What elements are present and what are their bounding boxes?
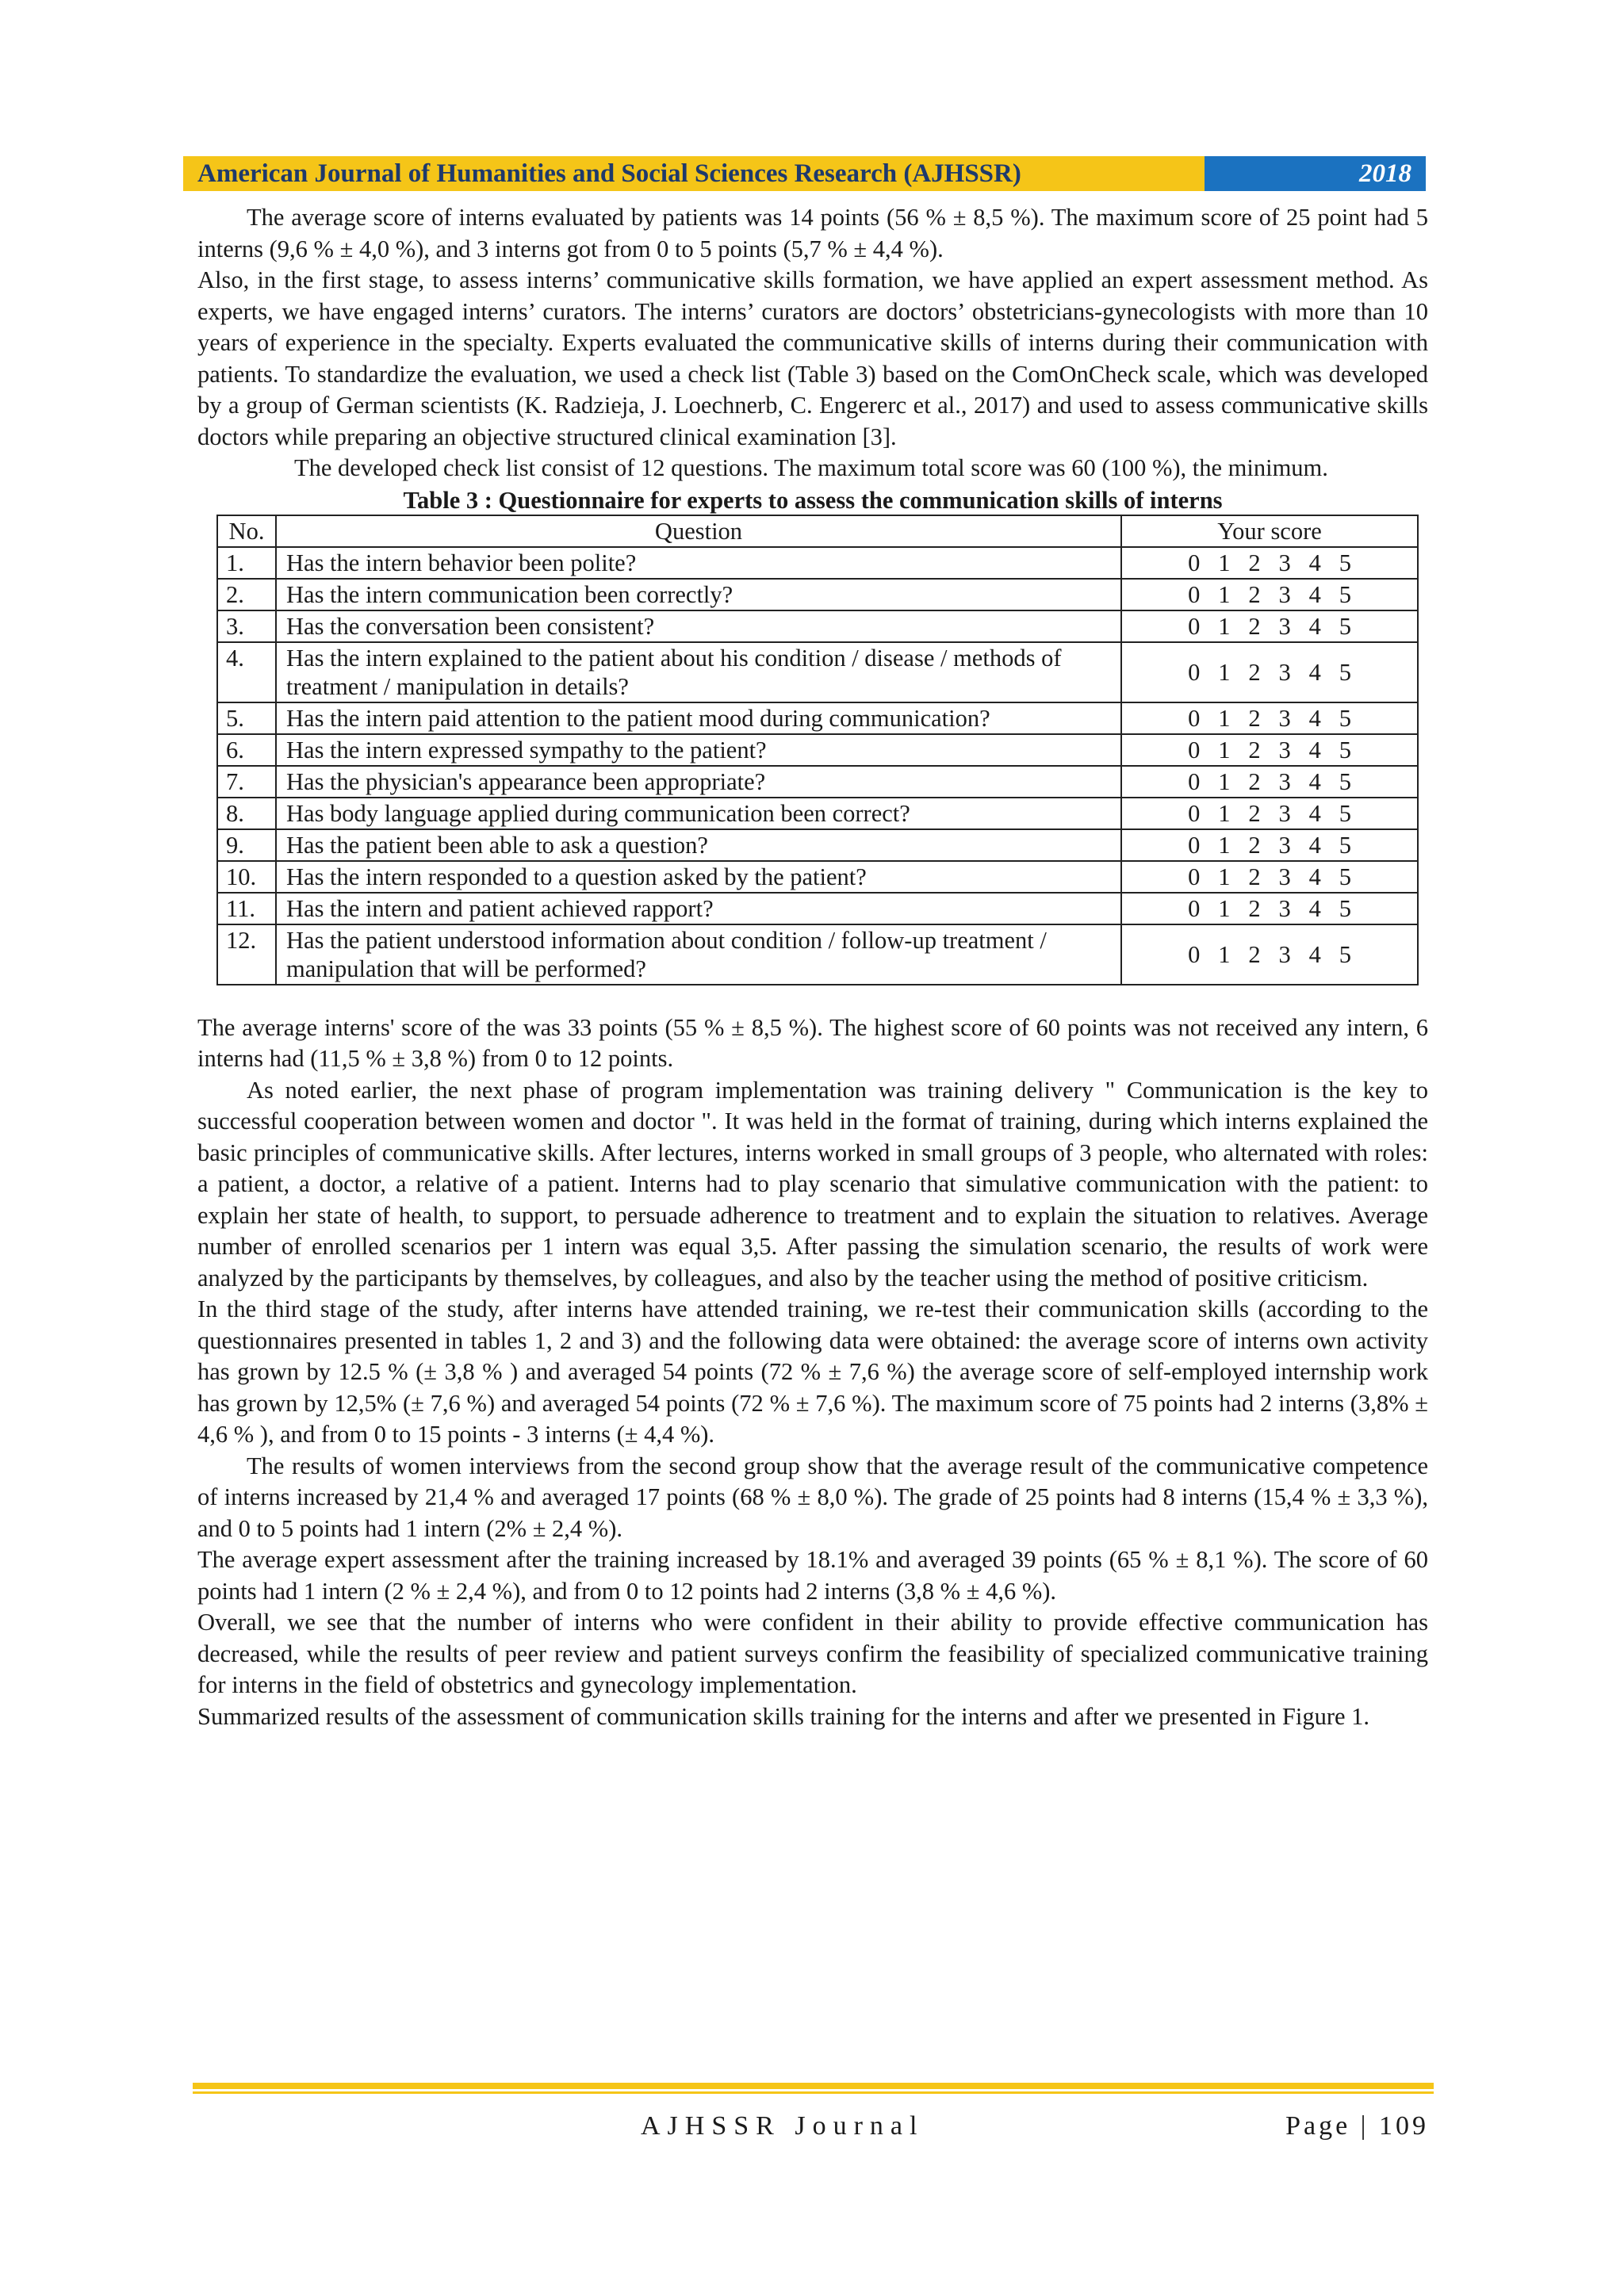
journal-title: American Journal of Humanities and Social Sciences Research (AJHSSR) <box>183 156 1205 191</box>
table-row <box>217 702 1418 734</box>
row-question: Has the conversation been consistent? <box>276 610 1121 642</box>
row-score-scale: 0 1 2 3 4 5 <box>1121 798 1418 829</box>
journal-header <box>183 156 1426 191</box>
row-score-scale: 0 1 2 3 4 5 <box>1121 610 1418 642</box>
table-row <box>217 861 1418 893</box>
footer-journal: AJHSSR Journal <box>641 2111 925 2141</box>
row-question: Has the patient been able to ask a question? <box>276 829 1121 861</box>
row-score-scale: 0 1 2 3 4 5 <box>1121 642 1418 702</box>
row-number: 12. <box>217 924 276 985</box>
paragraph: As noted earlier, the next phase of program implementation was training delivery " Communication is the key to successful cooperation between women and doctor ". It was held in the format of training, during which interns explained the basic principles of communicative skills. After lectures, interns worked in small groups of 3 people, who alternated with roles: a patient, a doctor, a relative of a patient. Interns had to play scenario that simulative communication with the patient: to explain her state of health, to support, to persuade adherence to treatment and to explain the situation to relatives. Average number of enrolled scenarios per 1 intern was equal 3,5. After passing the simulation scenario, the results of work were analyzed by the participants by themselves, by colleagues, and also by the teacher using the method of positive criticism. <box>197 1076 1428 1292</box>
table-row <box>217 893 1418 924</box>
row-number: 2. <box>217 579 276 610</box>
paragraph: The developed check list consist of 12 questions. The maximum total score was 60 (100 %), the minimum. <box>294 454 1328 481</box>
row-question: Has the intern and patient achieved rapport? <box>276 893 1121 924</box>
paragraph: The average score of interns evaluated by patients was 14 points (56 % ± 8,5 %). The maximum score of 25 point had 5 interns (9,6 % ± 4,0 %), and 3 interns got from 0 to 5 points (5,7 % ± 4,4 %). <box>197 204 1428 262</box>
paragraph: The average interns' score of the was 33 points (55 % ± 8,5 %). The highest score of 60 points was not received any intern, 6 interns had (11,5 % ± 3,8 %) from 0 to 12 points. <box>197 1013 1428 1072</box>
row-score-scale: 0 1 2 3 4 5 <box>1121 861 1418 893</box>
row-question: Has the intern behavior been polite? <box>276 547 1121 579</box>
header-no: No. <box>217 515 276 547</box>
row-question: Has the intern responded to a question asked by the patient? <box>276 861 1121 893</box>
journal-year: 2018 <box>1205 156 1426 191</box>
row-question: Has body language applied during communication been correct? <box>276 798 1121 829</box>
row-score-scale: 0 1 2 3 4 5 <box>1121 829 1418 861</box>
row-score-scale: 0 1 2 3 4 5 <box>1121 893 1418 924</box>
header-question: Question <box>276 515 1121 547</box>
table-row <box>217 798 1418 829</box>
row-score-scale: 0 1 2 3 4 5 <box>1121 547 1418 579</box>
row-question: Has the intern expressed sympathy to the patient? <box>276 734 1121 766</box>
table-row <box>217 579 1418 610</box>
row-number: 8. <box>217 798 276 829</box>
row-number: 6. <box>217 734 276 766</box>
paragraph: The average expert assessment after the training increased by 18.1% and averaged 39 points (65 % ± 8,1 %). The score of 60 points had 1 intern (2 % ± 2,4 %), and from 0 to 12 points had 2 interns (3,8 % ± 4,6 %). <box>197 1546 1428 1605</box>
row-question: Has the physician's appearance been appropriate? <box>276 766 1121 798</box>
paragraph: Summarized results of the assessment of communication skills training for the interns and after we presented in Figure 1. <box>197 1702 1370 1730</box>
table-row <box>217 610 1418 642</box>
paragraph: The results of women interviews from the second group show that the average result of the communicative competence of interns increased by 21,4 % and averaged 17 points (68 % ± 8,0 %). The grade of 25 points had 8 interns (15,4 % ± 3,3 %), and 0 to 5 points had 1 intern (2% ± 2,4 %). <box>197 1452 1428 1542</box>
table-row <box>217 642 1418 702</box>
row-score-scale: 0 1 2 3 4 5 <box>1121 579 1418 610</box>
article-body <box>197 202 1428 1732</box>
page-footer <box>641 2109 1429 2144</box>
table-caption: Table 3 : Questionnaire for experts to assess the communication skills of interns <box>403 486 1223 514</box>
table-body <box>217 547 1418 985</box>
row-score-scale: 0 1 2 3 4 5 <box>1121 766 1418 798</box>
row-number: 9. <box>217 829 276 861</box>
paragraph: Also, in the first stage, to assess interns’ communicative skills formation, we have applied an expert assessment method. As experts, we have engaged interns’ curators. The interns’ curators are doctors’ obstetricians-gynecologists with more than 10 years of experience in the specialty. Experts evaluated the communicative skills of interns during their communication with patients. To standardize the evaluation, we used a check list (Table 3) based on the ComOnCheck scale, which was developed by a group of German scientists (K. Radzieja, J. Loechnerb, C. Engererc et al., 2017) and used to assess communicative skills doctors while preparing an objective structured clinical examination [3]. <box>197 266 1428 450</box>
row-question: Has the intern paid attention to the patient mood during communication? <box>276 702 1121 734</box>
paragraph: Overall, we see that the number of interns who were confident in their ability to provide effective communication has decreased, while the results of peer review and patient surveys confirm the feasibility of specialized communicative training for interns in the field of obstetrics and gynecology implementation. <box>197 1609 1428 1698</box>
header-score: Your score <box>1121 515 1418 547</box>
questionnaire-table <box>216 515 1419 985</box>
table-row <box>217 734 1418 766</box>
row-number: 7. <box>217 766 276 798</box>
paragraph: In the third stage of the study, after interns have attended training, we re-test their communication skills (according to the questionnaires presented in tables 1, 2 and 3) and the following data were obtained: the average score of interns own activity has grown by 12.5 % (± 3,8 % ) and averaged 54 points (72 % ± 7,6 %) the average score of self-employed internship work has grown by 12,5% (± 7,6 %) and averaged 54 points (72 % ± 7,6 %). The maximum score of 75 points had 2 interns (3,8% ± 4,6 % ), and from 0 to 15 points - 3 interns (± 4,4 %). <box>197 1295 1428 1448</box>
row-question: Has the patient understood information about condition / follow-up treatment / manipulation that will be performed? <box>276 924 1121 985</box>
row-number: 10. <box>217 861 276 893</box>
row-number: 1. <box>217 547 276 579</box>
table-row <box>217 766 1418 798</box>
post-table-section <box>197 1012 1428 1733</box>
row-number: 11. <box>217 893 276 924</box>
row-number: 5. <box>217 702 276 734</box>
table-row <box>217 829 1418 861</box>
footer-divider <box>193 2083 1434 2094</box>
table-header-row <box>217 515 1418 547</box>
row-score-scale: 0 1 2 3 4 5 <box>1121 702 1418 734</box>
table-row <box>217 924 1418 985</box>
page-number: Page | 109 <box>1285 2111 1429 2141</box>
row-score-scale: 0 1 2 3 4 5 <box>1121 924 1418 985</box>
row-number: 3. <box>217 610 276 642</box>
row-question: Has the intern communication been correctly? <box>276 579 1121 610</box>
row-question: Has the intern explained to the patient about his condition / disease / methods of treatment / manipulation in details? <box>276 642 1121 702</box>
row-number: 4. <box>217 642 276 702</box>
row-score-scale: 0 1 2 3 4 5 <box>1121 734 1418 766</box>
table-row <box>217 547 1418 579</box>
